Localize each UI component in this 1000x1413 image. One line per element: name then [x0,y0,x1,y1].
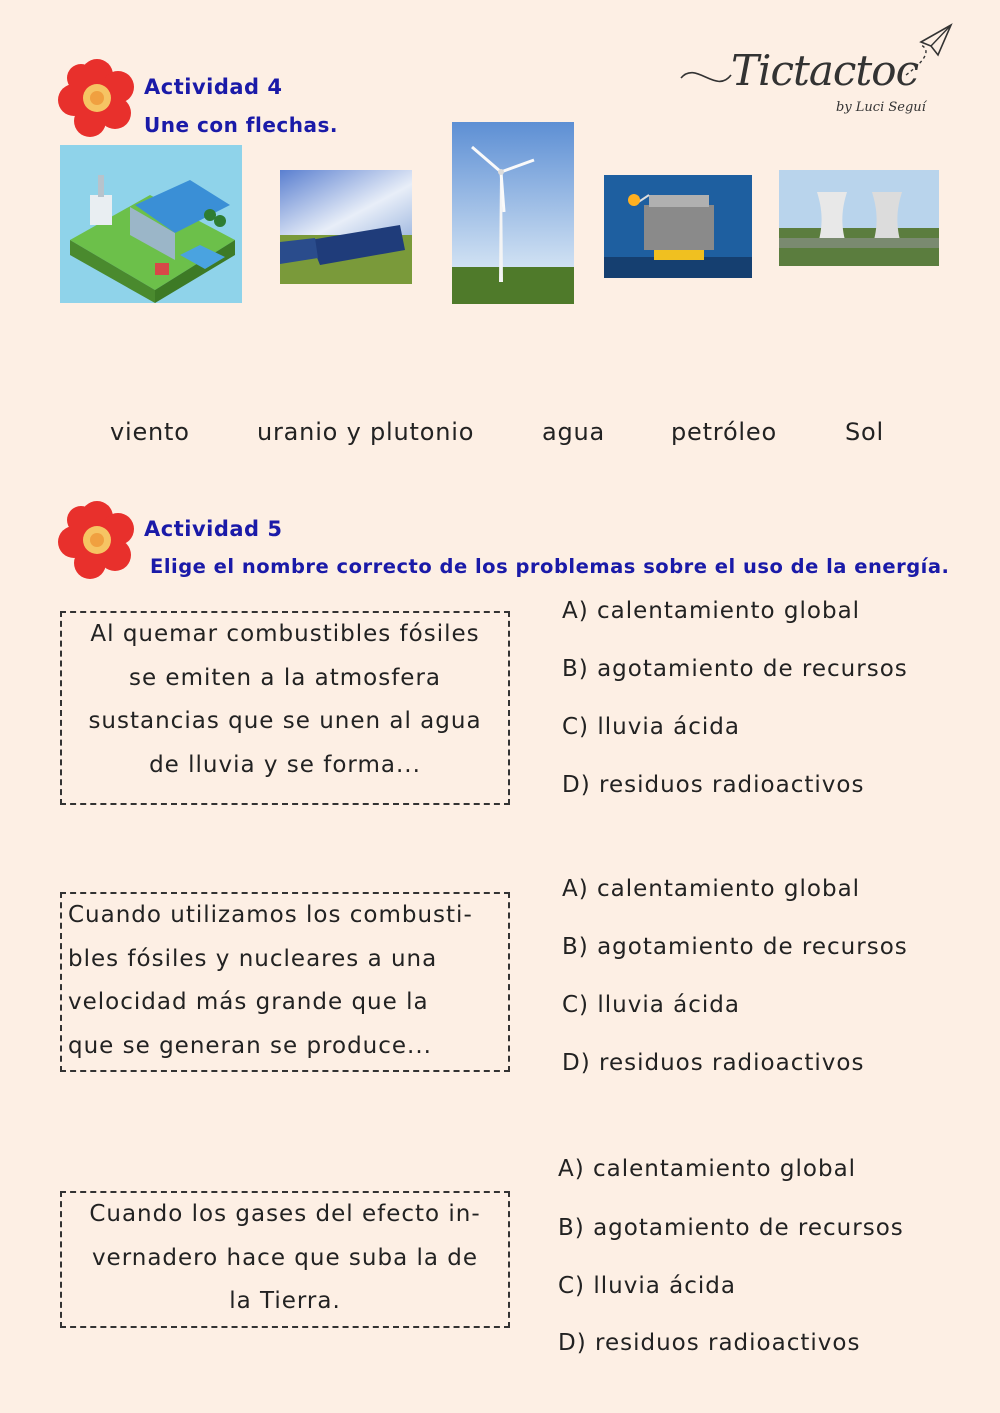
word-uranio-plutonio[interactable]: uranio y plutonio [257,418,475,446]
flower-icon [57,58,137,138]
brand-logo [676,20,961,125]
word-sol[interactable]: Sol [845,418,884,446]
hydroelectric-dam-icon [60,145,242,303]
q3-option-c[interactable]: C) lluvia ácida [558,1273,736,1299]
oil-platform-icon [604,175,752,278]
q2-option-a[interactable]: A) calentamiento global [562,876,861,902]
q3-option-d[interactable]: D) residuos radioactivos [558,1330,861,1356]
question-line: sustancias que se unen al agua [88,708,482,734]
question-line: velocidad más grande que la [68,989,429,1015]
flower-icon [57,500,137,580]
q3-option-b[interactable]: B) agotamiento de recursos [558,1215,904,1241]
q1-option-d[interactable]: D) residuos radioactivos [562,772,865,798]
question-line: bles fósiles y nucleares a una [68,945,438,972]
image-wind-turbine[interactable] [452,122,574,304]
solar-panels-icon [280,170,412,284]
question-line: que se generan se produce... [68,1032,432,1059]
q3-option-a[interactable]: A) calentamiento global [558,1156,857,1182]
activity5-subtitle: Elige el nombre correcto de los problemas sobre el uso de la energía. [150,555,950,578]
activity5-title: Actividad 5 [144,517,283,541]
q1-option-b[interactable]: B) agotamiento de recursos [562,656,908,682]
activity4-subtitle: Une con flechas. [144,113,339,137]
word-agua[interactable]: agua [542,418,606,446]
question-line: de lluvia y se forma... [149,751,421,778]
question-line: se emiten a la atmosfera [128,664,442,691]
question-line: vernadero hace que suba la de [91,1244,479,1271]
q2-option-c[interactable]: C) lluvia ácida [562,992,740,1018]
image-solar-panels[interactable] [280,170,412,284]
q1-option-a[interactable]: A) calentamiento global [562,598,861,624]
image-oil-platform[interactable] [604,175,752,278]
word-viento[interactable]: viento [110,418,190,446]
wind-turbine-icon [452,122,574,304]
question-line: Cuando utilizamos los combusti- [68,902,473,928]
activity4-title: Actividad 4 [144,75,283,99]
question-line: la Tierra. [229,1288,341,1314]
nuclear-plant-icon [779,170,939,266]
question-1-box [60,611,510,805]
q2-option-d[interactable]: D) residuos radioactivos [562,1050,865,1076]
brand-byline: by Luci Seguí [836,100,926,115]
brand-name: Tictactoc [731,46,919,95]
word-petroleo[interactable]: petróleo [671,418,777,446]
question-2-box [60,892,510,1072]
question-line: Cuando los gases del efecto in- [89,1201,481,1227]
image-hydroelectric-dam[interactable] [60,145,242,303]
q2-option-b[interactable]: B) agotamiento de recursos [562,934,908,960]
question-line: Al quemar combustibles fósiles [90,621,480,647]
q1-option-c[interactable]: C) lluvia ácida [562,714,740,740]
image-nuclear-plant[interactable] [779,170,939,266]
question-3-box [60,1191,510,1328]
